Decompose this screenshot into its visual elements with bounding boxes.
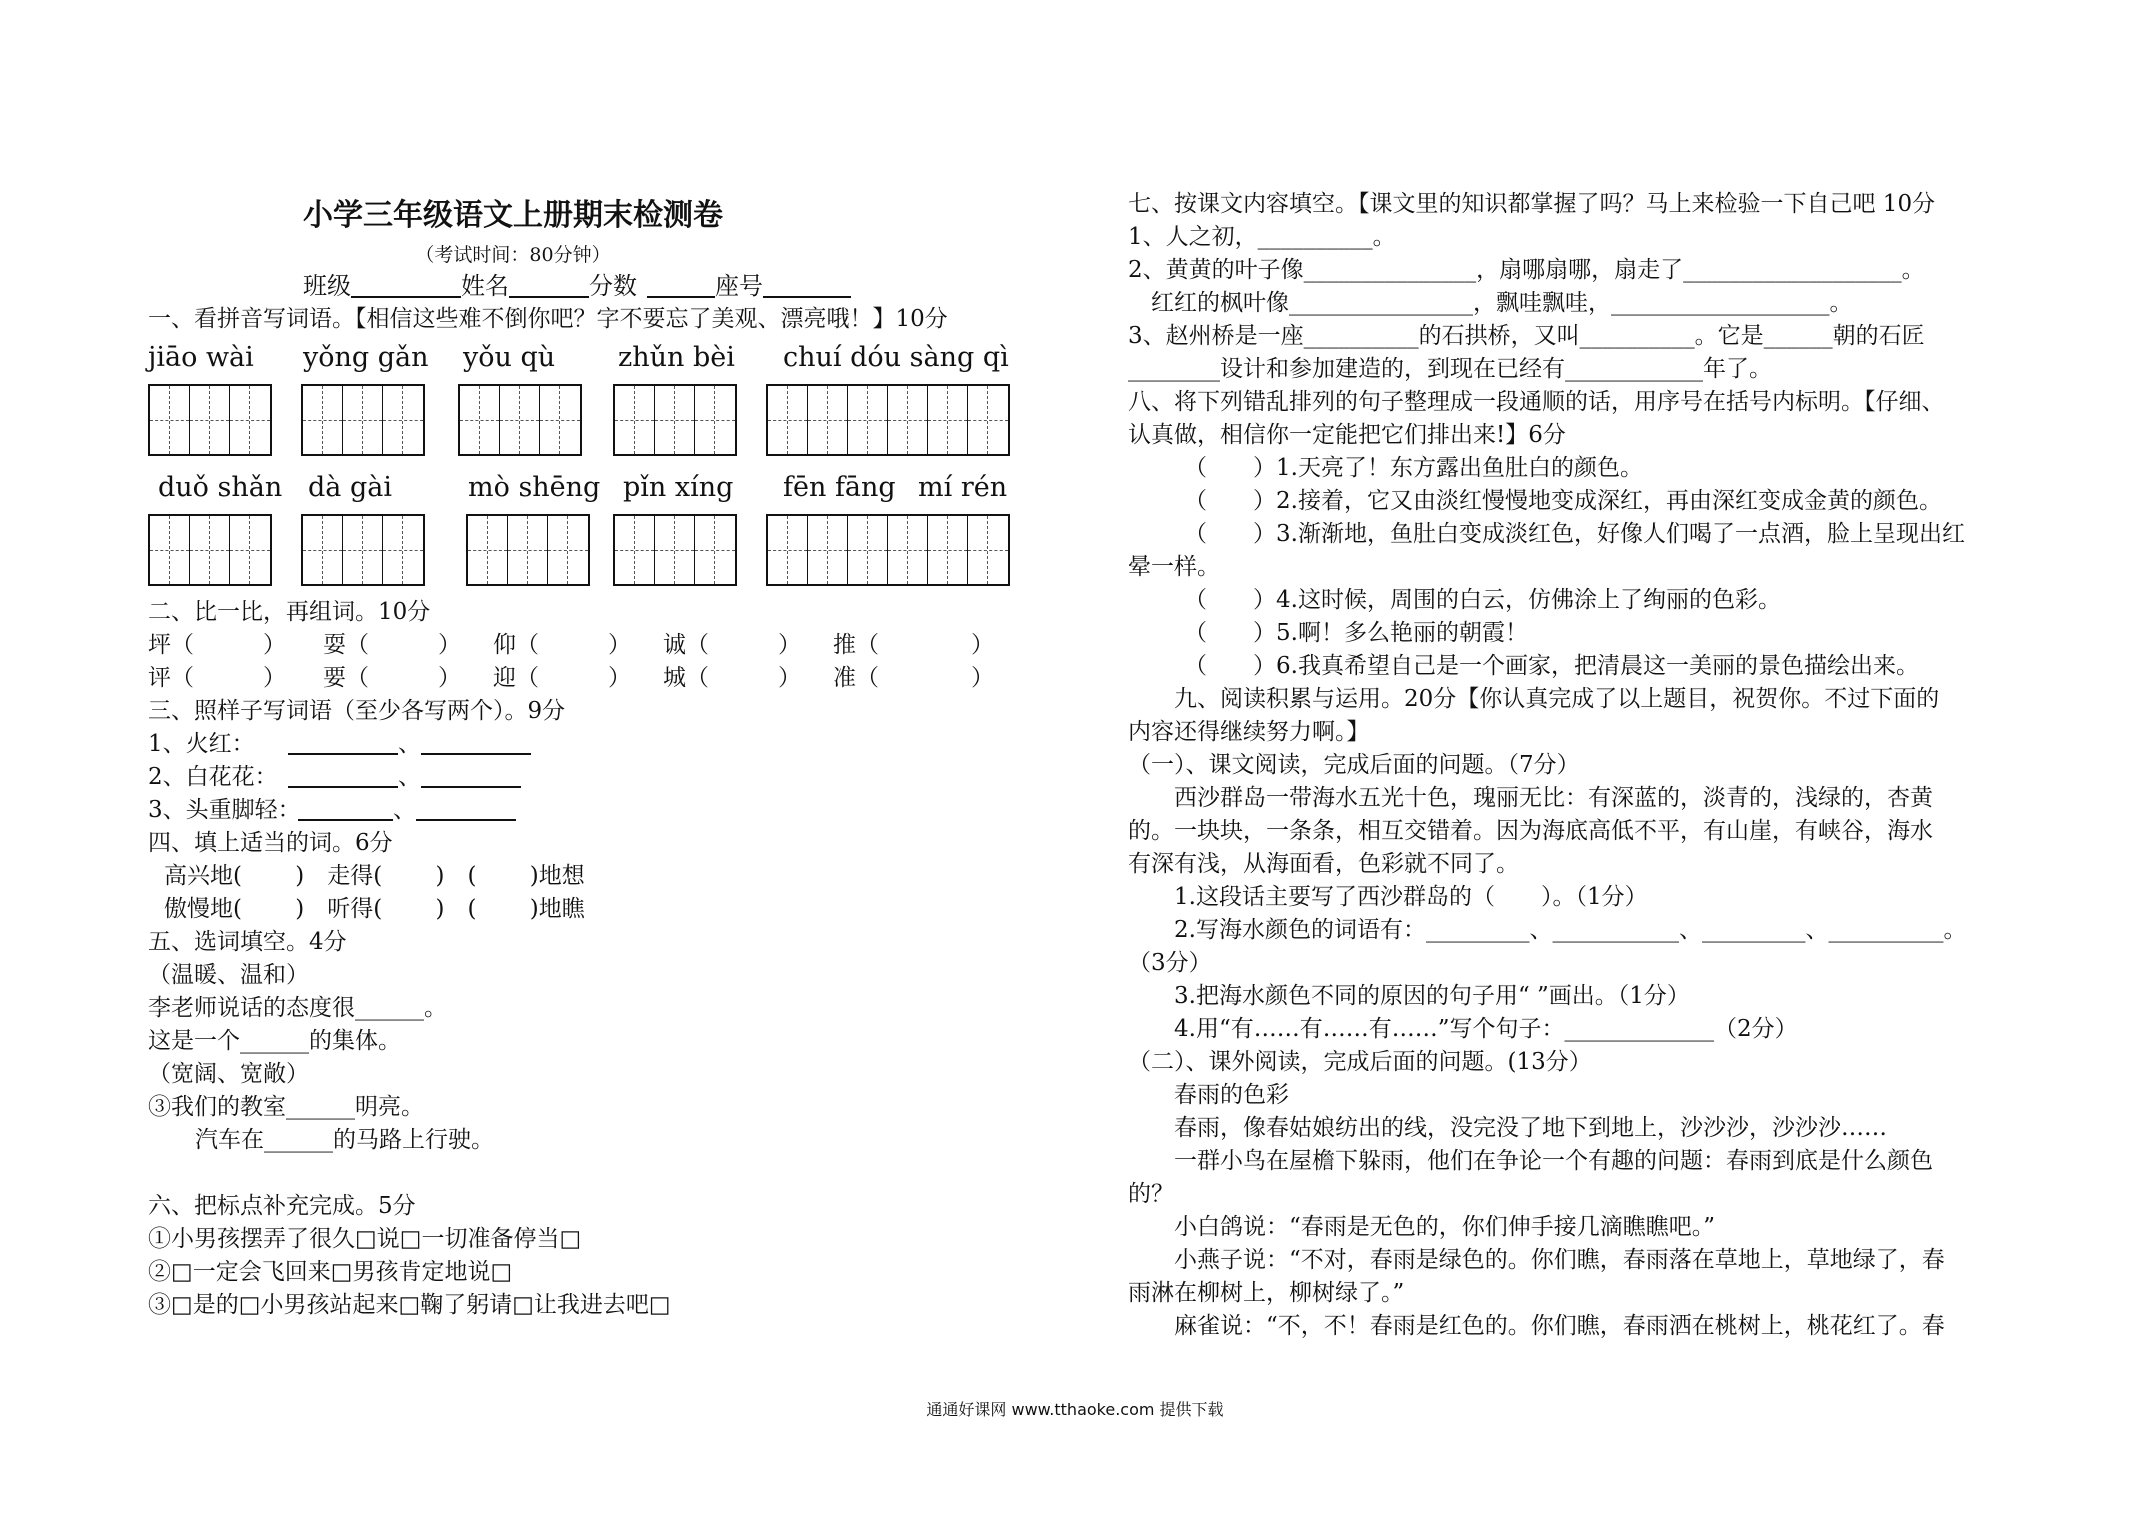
story-line: 春雨，像春姑娘纺出的线，没完没了地下到地上，沙沙沙，沙沙沙…… bbox=[1174, 1115, 1887, 1141]
story-line: 麻雀说：“不，不！春雨是红色的。你们瞧，春雨洒在桃树上，桃花红了。春 bbox=[1174, 1313, 1945, 1339]
pinyin-label: fēn fāng bbox=[783, 472, 896, 503]
name-label: 姓名 bbox=[461, 272, 509, 300]
story-line: 雨淋在柳树上，柳树绿了。” bbox=[1128, 1280, 1405, 1306]
section-2-heading: 二、比一比，再组词。10分 bbox=[148, 599, 431, 625]
passage-line: 的。一块块，一条条，相互交错着。因为海底高低不平，有山崖，有峡谷，海水 bbox=[1128, 818, 1933, 844]
compare-item: 坪（ ） bbox=[148, 632, 286, 658]
example-item-3: 3、头重脚轻： 、 bbox=[148, 794, 1023, 827]
answer-blank[interactable] bbox=[298, 795, 393, 821]
reading-part-1-heading: （一）、课文阅读，完成后面的问题。（7分） bbox=[1128, 752, 1580, 778]
answer-blank[interactable] bbox=[421, 729, 531, 755]
order-item: （ ）6.我真希望自己是一个画家，把清晨这一美丽的景色描绘出来。 bbox=[1184, 653, 1919, 679]
punctuation-line: ①小男孩摆弄了很久□说□一切准备停当□ bbox=[148, 1226, 582, 1252]
compare-item: 要（ ） bbox=[323, 665, 461, 691]
exam-time: （考试时间：80分钟） bbox=[415, 244, 611, 266]
answer-blank[interactable] bbox=[421, 762, 521, 788]
recall-line: ________设计和参加建造的，到现在已经有____________年了。 bbox=[1128, 356, 1772, 382]
story-line: 小燕子说：“不对，春雨是绿色的。你们瞧，春雨落在草地上，草地绿了，春 bbox=[1174, 1247, 1945, 1273]
compare-item: 城（ ） bbox=[663, 665, 801, 691]
section-3-heading: 三、照样子写词语（至少各写两个）。9分 bbox=[148, 698, 566, 724]
pinyin-label: jiāo wài bbox=[148, 342, 254, 373]
section-7-heading: 七、按课文内容填空。【课文里的知识都掌握了吗？马上来检验一下自己吧 10分 bbox=[1128, 191, 1936, 217]
question-1: 1.这段话主要写了西沙群岛的（ ）。（1分） bbox=[1174, 884, 1648, 910]
compare-item: 仰（ ） bbox=[493, 632, 631, 658]
compare-item: 评（ ） bbox=[148, 665, 286, 691]
reading-part-2-heading: （二）、课外阅读，完成后面的问题。(13分） bbox=[1128, 1049, 1592, 1075]
compare-row-1 bbox=[148, 629, 1023, 662]
pinyin-label: duǒ shǎn bbox=[158, 472, 283, 503]
pinyin-row-1 bbox=[148, 336, 1023, 384]
writing-grid[interactable] bbox=[458, 384, 582, 456]
question-2-score: （3分） bbox=[1128, 950, 1212, 976]
writing-grid[interactable] bbox=[301, 384, 425, 456]
writing-grid[interactable] bbox=[148, 514, 272, 586]
compare-item: 准（ ） bbox=[833, 665, 994, 691]
writing-grid-row-1 bbox=[148, 384, 1023, 466]
pinyin-row-2 bbox=[148, 466, 1023, 514]
section-8-heading: 八、将下列错乱排列的句子整理成一段通顺的话，用序号在括号内标明。【仔细、 bbox=[1128, 389, 1945, 415]
story-line: 一群小鸟在屋檐下躲雨，他们在争论一个有趣的问题：春雨到底是什么颜色 bbox=[1174, 1148, 1933, 1174]
example-item-2: 2、白花花： 、 bbox=[148, 761, 1023, 794]
left-column bbox=[148, 190, 1023, 1322]
section-8-heading-cont: 认真做，相信你一定能把它们排出来!】6分 bbox=[1128, 422, 1566, 448]
writing-grid-row-2 bbox=[148, 514, 1023, 596]
choice-line: 汽车在______的马路上行驶。 bbox=[172, 1127, 494, 1153]
story-title: 春雨的色彩 bbox=[1174, 1082, 1289, 1108]
section-1-heading: 一、看拼音写词语。【相信这些难不倒你吧？字不要忘了美观、漂亮哦！】10分 bbox=[148, 306, 948, 332]
right-column bbox=[1128, 188, 2020, 1343]
score-field[interactable] bbox=[647, 272, 715, 298]
pinyin-label: pǐn xíng bbox=[623, 472, 734, 503]
recall-line: 2、黄黄的叶子像_______________，扇哪扇哪，扇走了___________________。 bbox=[1128, 257, 1925, 283]
section-4-heading: 四、填上适当的词。6分 bbox=[148, 830, 393, 856]
choice-line: ③我们的教室______明亮。 bbox=[148, 1094, 424, 1120]
punctuation-line: ②□一定会飞回来□男孩肯定地说□ bbox=[148, 1259, 513, 1285]
passage-line: 西沙群岛一带海水五光十色，瑰丽无比：有深蓝的，淡青的，浅绿的，杏黄 bbox=[1174, 785, 1933, 811]
choice-line: 这是一个______的集体。 bbox=[148, 1028, 401, 1054]
compare-item: 耍（ ） bbox=[323, 632, 461, 658]
section-5-heading: 五、选词填空。4分 bbox=[148, 929, 347, 955]
spacer bbox=[148, 1157, 1023, 1190]
compare-item: 诚（ ） bbox=[663, 632, 801, 658]
class-field[interactable] bbox=[351, 272, 461, 298]
section-9-heading-cont: 内容还得继续努力啊。】 bbox=[1128, 719, 1370, 745]
order-item: （ ）4.这时候，周围的白云，仿佛涂上了绚丽的色彩。 bbox=[1184, 587, 1781, 613]
class-label: 班级 bbox=[303, 272, 351, 300]
choice-line: （温暖、温和） bbox=[148, 962, 309, 988]
passage-line: 有深有浅，从海面看，色彩就不同了。 bbox=[1128, 851, 1519, 877]
story-line: 小白鸽说：“春雨是无色的，你们伸手接几滴瞧瞧吧。” bbox=[1174, 1214, 1716, 1240]
writing-grid[interactable] bbox=[148, 384, 272, 456]
writing-grid[interactable] bbox=[613, 514, 737, 586]
question-2: 2.写海水颜色的词语有：_________、___________、_________、__________。 bbox=[1174, 917, 1967, 943]
pinyin-label: mò shēng bbox=[468, 472, 601, 503]
punctuation-line: ③□是的□小男孩站起来□鞠了躬请□让我进去吧□ bbox=[148, 1292, 671, 1318]
pinyin-label: zhǔn bèi bbox=[618, 342, 735, 373]
writing-grid[interactable] bbox=[766, 384, 1010, 456]
pinyin-label: dà gài bbox=[308, 472, 392, 503]
writing-grid[interactable] bbox=[766, 514, 1010, 586]
story-line: 的？ bbox=[1128, 1181, 1174, 1207]
recall-line: 1、人之初，__________。 bbox=[1128, 224, 1396, 250]
seat-label: 座号 bbox=[715, 272, 763, 300]
choice-line: 李老师说话的态度很______。 bbox=[148, 995, 447, 1021]
question-3: 3.把海水颜色不同的原因的句子用“ ”画出。（1分） bbox=[1174, 983, 1690, 1009]
order-item: （ ）5.啊！多么艳丽的朝霞！ bbox=[1184, 620, 1528, 646]
name-field[interactable] bbox=[509, 272, 589, 298]
recall-line: 红红的枫叶像________________，飘哇飘哇，___________________。 bbox=[1128, 290, 1853, 316]
example-item-1: 1、火红： 、 bbox=[148, 728, 1023, 761]
order-item: （ ）3.渐渐地，鱼肚白变成淡红色，好像人们喝了一点酒，脸上呈现出红 bbox=[1184, 521, 1965, 547]
compare-item: 迎（ ） bbox=[493, 665, 631, 691]
writing-grid[interactable] bbox=[466, 514, 590, 586]
section-6-heading: 六、把标点补充完成。5分 bbox=[148, 1193, 416, 1219]
answer-blank[interactable] bbox=[288, 729, 398, 755]
seat-field[interactable] bbox=[763, 272, 851, 298]
pinyin-label: yǒng gǎn bbox=[303, 342, 429, 373]
fill-row-2: 傲慢地( ) 听得( ) ( )地瞧 bbox=[164, 896, 585, 922]
pinyin-label: chuí dóu sàng qì bbox=[783, 342, 1009, 373]
order-item: （ ）2.接着，它又由淡红慢慢地变成深红，再由深红变成金黄的颜色。 bbox=[1184, 488, 1942, 514]
section-9-heading: 九、阅读积累与运用。20分【你认真完成了以上题目，祝贺你。不过下面的 bbox=[1174, 686, 1940, 712]
compare-item: 推（ ） bbox=[833, 632, 994, 658]
pinyin-label: mí rén bbox=[918, 472, 1008, 503]
choice-line: （宽阔、宽敞） bbox=[148, 1061, 309, 1087]
recall-line: 3、赵州桥是一座__________的石拱桥，又叫__________。它是______朝的石匠 bbox=[1128, 323, 1925, 349]
order-item-cont: 晕一样。 bbox=[1128, 554, 1220, 580]
order-item: （ ）1.天亮了！东方露出鱼肚白的颜色。 bbox=[1184, 455, 1643, 481]
fill-row-1: 高兴地( ) 走得( ) ( )地想 bbox=[164, 863, 585, 889]
compare-row-2 bbox=[148, 662, 1023, 695]
score-label: 分数 bbox=[589, 272, 637, 300]
footer-credit: 通通好课网 www.tthaoke.com 提供下载 bbox=[926, 1400, 1224, 1419]
exam-title: 小学三年级语文上册期末检测卷 bbox=[303, 198, 723, 233]
pinyin-label: yǒu qù bbox=[463, 342, 556, 373]
answer-blank[interactable] bbox=[288, 762, 398, 788]
answer-blank[interactable] bbox=[416, 795, 516, 821]
writing-grid[interactable] bbox=[613, 384, 737, 456]
writing-grid[interactable] bbox=[301, 514, 425, 586]
question-4: 4.用“有……有……有……”写个句子：_____________（2分） bbox=[1174, 1016, 1798, 1042]
student-info-row bbox=[303, 269, 1023, 303]
